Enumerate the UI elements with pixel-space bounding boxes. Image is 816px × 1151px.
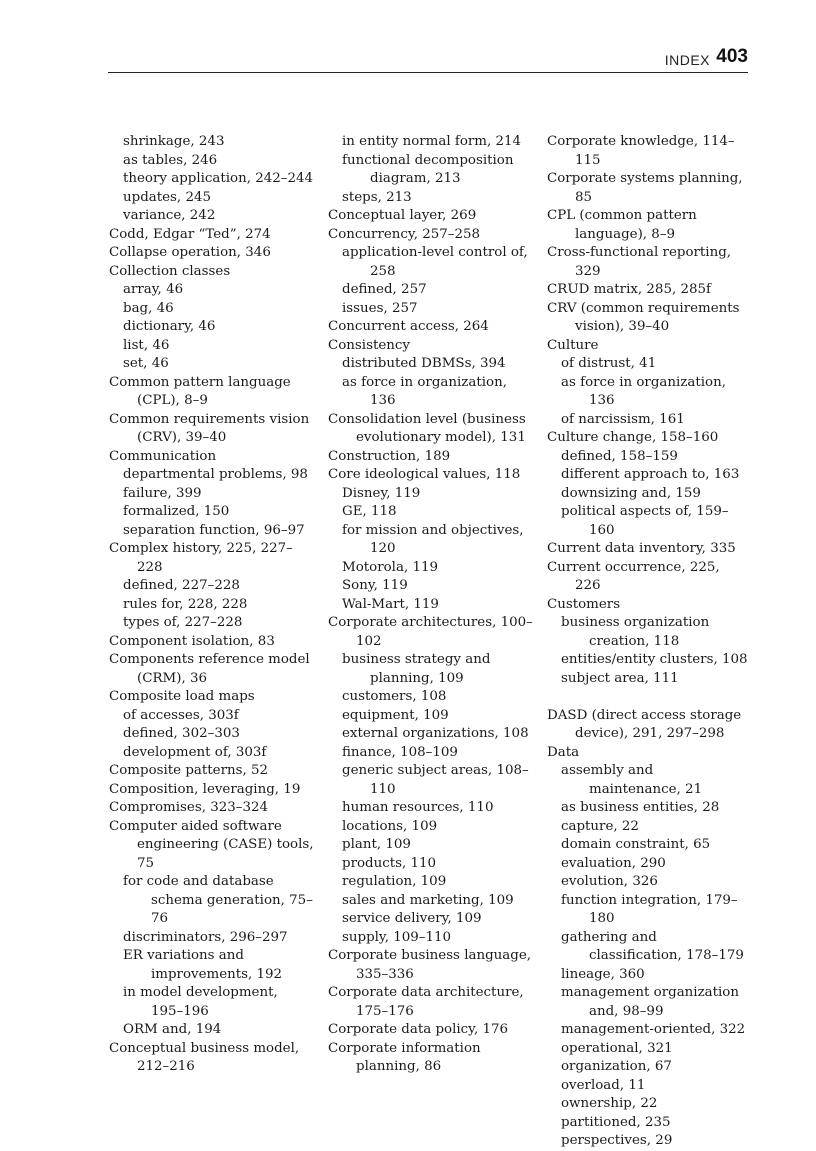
index-entry: Consolidation level (business evolutionary model), 131 bbox=[328, 411, 526, 445]
index-subentry: steps, 213 bbox=[342, 189, 412, 205]
index-subentry: of distrust, 41 bbox=[561, 356, 657, 371]
index-entry: Composite patterns, 52 bbox=[109, 763, 269, 778]
index-subentry: defined, 302–303 bbox=[123, 726, 240, 741]
index-subentry: products, 110 bbox=[342, 855, 437, 871]
index-subentry: supply, 109–110 bbox=[342, 929, 452, 945]
index-entry: Corporate knowledge, 114–115 bbox=[547, 134, 735, 168]
index-subentry: theory application, 242–244 bbox=[123, 171, 314, 186]
index-subentry: perspectives, 29 bbox=[561, 1133, 673, 1148]
page-number: 403 bbox=[716, 46, 748, 67]
index-subentry: Motorola, 119 bbox=[342, 559, 439, 575]
index-entry: Corporate information planning, 86 bbox=[328, 1040, 481, 1074]
index-subentry: application-level control of, 258 bbox=[342, 245, 528, 279]
index-subentry: different approach to, 163 bbox=[561, 467, 740, 482]
index-entry: Corporate business language, 335–336 bbox=[328, 948, 532, 982]
index-subentry: list, 46 bbox=[123, 337, 170, 353]
index-subentry: set, 46 bbox=[123, 356, 169, 371]
index-subentry: of accesses, 303f bbox=[123, 707, 239, 723]
index-entry: Culture bbox=[547, 337, 599, 353]
index-subentry: as tables, 246 bbox=[123, 152, 218, 168]
running-header bbox=[108, 46, 748, 72]
index-subentry: GE, 118 bbox=[342, 504, 397, 519]
index-subentry: defined, 257 bbox=[342, 282, 427, 297]
index-subentry: gathering and classification, 178–179 bbox=[561, 929, 744, 963]
index-subentry: management organization and, 98–99 bbox=[561, 985, 739, 1019]
index-subentry: bag, 46 bbox=[123, 300, 174, 316]
index-subentry: entities/entity clusters, 108 bbox=[561, 652, 748, 667]
index-entry: Current data inventory, 335 bbox=[547, 541, 736, 556]
index-entry: Corporate data policy, 176 bbox=[328, 1022, 509, 1037]
index-entry: Component isolation, 83 bbox=[109, 633, 275, 649]
index-entry: Culture change, 158–160 bbox=[547, 430, 719, 445]
index-subentry: Sony, 119 bbox=[342, 578, 408, 593]
index-entry: Customers bbox=[547, 596, 621, 612]
index-entry: Conceptual business model, 212–216 bbox=[109, 1040, 300, 1074]
index-subentry: customers, 108 bbox=[342, 689, 447, 704]
index-entry: Common requirements vision (CRV), 39–40 bbox=[109, 411, 310, 445]
index-subentry: human resources, 110 bbox=[342, 800, 494, 815]
index-subentry: formalized, 150 bbox=[123, 504, 230, 519]
index-column-1 bbox=[109, 133, 314, 1077]
index-subentry: for code and database schema generation, 75–76 bbox=[123, 874, 313, 926]
index-subentry: as force in organization, 136 bbox=[342, 374, 507, 408]
section-gap bbox=[547, 688, 748, 707]
index-entry: Complex history, 225, 227–228 bbox=[109, 541, 293, 575]
index-entry: Consistency bbox=[328, 337, 410, 353]
index-subentry: partitioned, 235 bbox=[561, 1114, 671, 1130]
index-entry: Computer aided software engineering (CASE) tools, 75 bbox=[109, 818, 314, 871]
index-subentry: generic subject areas, 108–110 bbox=[342, 763, 529, 797]
index-entry: Communication bbox=[109, 448, 217, 464]
index-subentry: function integration, 179–180 bbox=[561, 892, 738, 926]
index-entry: Common pattern language (CPL), 8–9 bbox=[109, 374, 291, 408]
index-entry: Components reference model (CRM), 36 bbox=[109, 652, 310, 686]
index-entry: Collection classes bbox=[109, 263, 231, 279]
index-subentry: updates, 245 bbox=[123, 189, 212, 205]
index-subentry: discriminators, 296–297 bbox=[123, 929, 288, 945]
index-subentry: as business entities, 28 bbox=[561, 800, 720, 815]
index-subentry: locations, 109 bbox=[342, 818, 438, 834]
index-entry: Composite load maps bbox=[109, 689, 255, 704]
index-entry: Corporate systems planning, 85 bbox=[547, 171, 743, 205]
header-rule bbox=[108, 72, 748, 73]
index-subentry: ownership, 22 bbox=[561, 1096, 658, 1111]
index-subentry: evaluation, 290 bbox=[561, 855, 666, 871]
index-subentry: in entity normal form, 214 bbox=[342, 134, 522, 149]
header-label: INDEX bbox=[664, 52, 710, 68]
index-subentry: rules for, 228, 228 bbox=[123, 596, 248, 612]
index-subentry: assembly and maintenance, 21 bbox=[561, 763, 703, 797]
index-entry: Concurrency, 257–258 bbox=[328, 226, 481, 242]
index-subentry: overload, 11 bbox=[561, 1077, 646, 1093]
index-subentry: of narcissism, 161 bbox=[561, 411, 685, 427]
index-subentry: domain constraint, 65 bbox=[561, 837, 711, 852]
index-subentry: types of, 227–228 bbox=[123, 615, 243, 630]
index-subentry: development of, 303f bbox=[123, 744, 267, 760]
index-column-2 bbox=[328, 133, 534, 1077]
index-entry: Core ideological values, 118 bbox=[328, 467, 521, 482]
index-subentry: business organization creation, 118 bbox=[561, 615, 710, 649]
index-subentry: external organizations, 108 bbox=[342, 726, 529, 741]
index-subentry: finance, 108–109 bbox=[342, 744, 458, 760]
index-subentry: ER variations and improvements, 192 bbox=[123, 948, 283, 982]
index-subentry: variance, 242 bbox=[123, 208, 216, 223]
index-entry: CRV (common requirements vision), 39–40 bbox=[547, 300, 740, 334]
index-subentry: defined, 158–159 bbox=[561, 448, 678, 464]
index-subentry: downsizing and, 159 bbox=[561, 485, 701, 501]
index-subentry: Wal-Mart, 119 bbox=[342, 596, 439, 612]
index-entry: Corporate architectures, 100–102 bbox=[328, 615, 533, 649]
index-entry: Composition, leveraging, 19 bbox=[109, 781, 301, 797]
index-subentry: sales and marketing, 109 bbox=[342, 892, 514, 908]
index-subentry: departmental problems, 98 bbox=[123, 467, 308, 482]
index-entry: Compromises, 323–324 bbox=[109, 800, 269, 815]
index-entry: Conceptual layer, 269 bbox=[328, 208, 477, 223]
index-entry: Collapse operation, 346 bbox=[109, 245, 271, 260]
index-subentry: defined, 227–228 bbox=[123, 578, 240, 593]
index-entry: Current occurrence, 225, 226 bbox=[547, 559, 720, 593]
index-subentry: functional decomposition diagram, 213 bbox=[342, 152, 514, 186]
index-subentry: plant, 109 bbox=[342, 837, 411, 852]
index-subentry: equipment, 109 bbox=[342, 707, 449, 723]
index-subentry: subject area, 111 bbox=[561, 670, 679, 686]
index-subentry: management-oriented, 322 bbox=[561, 1022, 746, 1037]
index-entry: Data bbox=[547, 744, 580, 760]
index-subentry: business strategy and planning, 109 bbox=[342, 652, 491, 686]
index-subentry: array, 46 bbox=[123, 282, 184, 297]
index-entry: DASD (direct access storage device), 291, 297–298 bbox=[547, 707, 742, 741]
index-entry: Construction, 189 bbox=[328, 448, 451, 464]
index-subentry: service delivery, 109 bbox=[342, 911, 482, 926]
index-subentry: dictionary, 46 bbox=[123, 319, 216, 334]
index-entry: Codd, Edgar “Ted”, 274 bbox=[109, 226, 271, 242]
index-subentry: capture, 22 bbox=[561, 818, 639, 834]
index-subentry: political aspects of, 159–160 bbox=[561, 504, 729, 538]
index-subentry: as force in organization, 136 bbox=[561, 374, 726, 408]
index-entry: Corporate data architecture, 175–176 bbox=[328, 985, 524, 1019]
index-subentry: distributed DBMSs, 394 bbox=[342, 356, 506, 371]
index-subentry: regulation, 109 bbox=[342, 874, 447, 889]
index-subentry: shrinkage, 243 bbox=[123, 134, 225, 149]
index-subentry: lineage, 360 bbox=[561, 966, 645, 982]
index-subentry: issues, 257 bbox=[342, 300, 418, 316]
index-entry: CPL (common pattern language), 8–9 bbox=[547, 208, 697, 242]
index-entry: CRUD matrix, 285, 285f bbox=[547, 282, 712, 297]
index-subentry: in model development, 195–196 bbox=[123, 985, 278, 1019]
index-entry: Concurrent access, 264 bbox=[328, 319, 489, 334]
index-subentry: evolution, 326 bbox=[561, 874, 658, 889]
index-subentry: separation function, 96–97 bbox=[123, 522, 305, 538]
index-subentry: failure, 399 bbox=[123, 485, 202, 501]
index-subentry: for mission and objectives, 120 bbox=[342, 522, 524, 556]
index-column-3 bbox=[547, 133, 748, 1151]
index-subentry: organization, 67 bbox=[561, 1059, 672, 1074]
index-subentry: ORM and, 194 bbox=[123, 1022, 222, 1037]
index-subentry: operational, 321 bbox=[561, 1040, 673, 1056]
index-entry: Cross-functional reporting, 329 bbox=[547, 245, 732, 279]
index-subentry: Disney, 119 bbox=[342, 485, 421, 501]
